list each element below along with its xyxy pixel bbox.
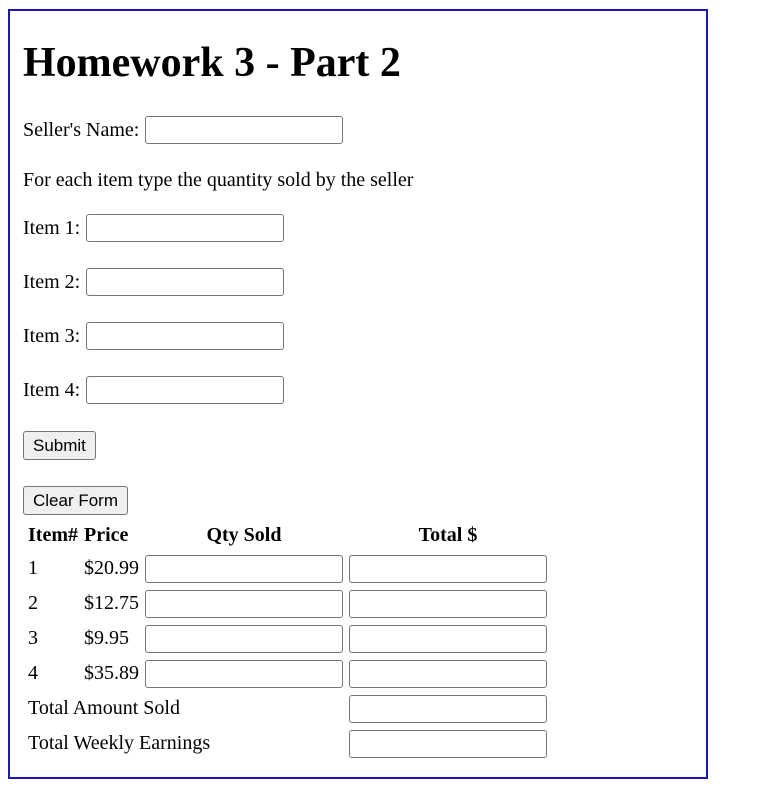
results-table (24, 518, 551, 762)
row-1-item: 1 (28, 557, 38, 579)
row-2-item: 2 (28, 592, 38, 614)
row-3-total-cell (347, 622, 549, 655)
table-row (26, 587, 549, 620)
total-amount-cell (347, 692, 549, 725)
item-4-row (23, 376, 284, 404)
row-3-qty-cell (143, 622, 345, 655)
row-4-qty-cell (143, 657, 345, 690)
table-row (26, 657, 549, 690)
table-row (26, 552, 549, 585)
seller-label: Seller's Name: (23, 118, 140, 141)
item-2-input[interactable] (86, 268, 284, 296)
row-4-total-cell (347, 657, 549, 690)
total-amount-row (26, 692, 549, 725)
table-row (26, 622, 549, 655)
row-2-total-input[interactable] (349, 590, 547, 618)
clear-form-button[interactable]: Clear Form (23, 486, 128, 515)
instruction-label: For each item type the quantity sold by the seller (23, 169, 414, 191)
seller-row (23, 116, 343, 144)
clear-row (23, 486, 128, 515)
header-item: Item# (28, 523, 78, 546)
row-3-price: $9.95 (83, 627, 129, 649)
item-3-label: Item 3: (23, 324, 81, 347)
item-4-input[interactable] (86, 376, 284, 404)
row-2-price: $12.75 (83, 592, 139, 614)
total-earnings-row (26, 727, 549, 760)
item-3-row (23, 322, 284, 350)
row-2-qty-cell (143, 587, 345, 620)
row-1-total-input[interactable] (349, 555, 547, 583)
item-1-label: Item 1: (23, 216, 81, 239)
row-2-qty-input[interactable] (145, 590, 343, 618)
row-3-item: 3 (28, 627, 38, 649)
row-1-total-cell (347, 552, 549, 585)
row-4-price: $35.89 (83, 662, 139, 684)
item-3-input[interactable] (86, 322, 284, 350)
table-header-row (26, 520, 549, 550)
header-price: Price (83, 523, 129, 546)
row-4-total-input[interactable] (349, 660, 547, 688)
row-3-total-input[interactable] (349, 625, 547, 653)
row-1-qty-input[interactable] (145, 555, 343, 583)
row-1-qty-cell (143, 552, 345, 585)
total-amount-label: Total Amount Sold (28, 697, 180, 719)
row-3-qty-input[interactable] (145, 625, 343, 653)
item-1-input[interactable] (86, 214, 284, 242)
row-1-price: $20.99 (83, 557, 139, 579)
row-4-item: 4 (28, 662, 38, 684)
header-total: Total $ (418, 523, 478, 546)
item-2-row (23, 268, 284, 296)
header-qty: Qty Sold (206, 523, 282, 546)
total-earnings-input[interactable] (349, 730, 547, 758)
seller-name-input[interactable] (145, 116, 343, 144)
item-4-label: Item 4: (23, 378, 81, 401)
total-amount-input[interactable] (349, 695, 547, 723)
total-earnings-label: Total Weekly Earnings (28, 732, 211, 754)
submit-button[interactable]: Submit (23, 431, 96, 460)
item-1-row (23, 214, 284, 242)
submit-row (23, 431, 96, 460)
instruction-text (23, 169, 413, 192)
row-2-total-cell (347, 587, 549, 620)
item-2-label: Item 2: (23, 270, 81, 293)
row-4-qty-input[interactable] (145, 660, 343, 688)
total-earnings-cell (347, 727, 549, 760)
page-title: Homework 3 - Part 2 (23, 40, 401, 86)
page-frame (8, 9, 708, 779)
